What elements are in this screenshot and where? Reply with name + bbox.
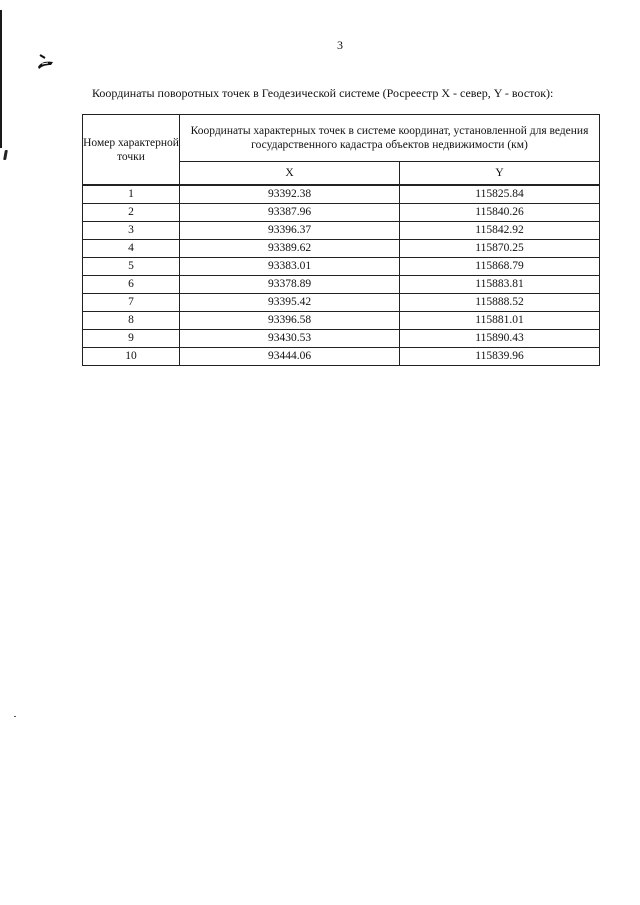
table-row: [83, 330, 600, 348]
x-value: 93392.38: [180, 185, 400, 204]
table-row: [83, 348, 600, 366]
table-row: [83, 185, 600, 204]
y-value: 115825.84: [400, 185, 600, 204]
scan-speck: [14, 716, 16, 717]
y-value: 115842.92: [400, 222, 600, 240]
y-value: 115870.25: [400, 240, 600, 258]
point-number: 7: [83, 294, 180, 312]
header-y: Y: [400, 162, 600, 186]
table-row: [83, 240, 600, 258]
x-value: 93396.58: [180, 312, 400, 330]
table-row: [83, 294, 600, 312]
point-number: 5: [83, 258, 180, 276]
y-value: 115839.96: [400, 348, 600, 366]
scan-left-edge-line: [0, 10, 2, 148]
point-number: 8: [83, 312, 180, 330]
point-number: 1: [83, 185, 180, 204]
table-row: [83, 276, 600, 294]
point-number: 10: [83, 348, 180, 366]
x-value: 93444.06: [180, 348, 400, 366]
y-value: 115881.01: [400, 312, 600, 330]
header-x: X: [180, 162, 400, 186]
y-value: 115883.81: [400, 276, 600, 294]
x-value: 93378.89: [180, 276, 400, 294]
point-number: 3: [83, 222, 180, 240]
table-row: [83, 312, 600, 330]
table-row: [83, 258, 600, 276]
y-value: 115888.52: [400, 294, 600, 312]
table-row: [83, 222, 600, 240]
header-coordinates: Координаты характерных точек в системе координат, установленной для ведения государственного кадастра объектов недвижимости (км): [180, 115, 600, 162]
point-number: 6: [83, 276, 180, 294]
scan-artifact-icon: [36, 53, 56, 71]
header-point-number: Номер характерной точки: [83, 115, 180, 186]
x-value: 93389.62: [180, 240, 400, 258]
x-value: 93430.53: [180, 330, 400, 348]
point-number: 4: [83, 240, 180, 258]
y-value: 115890.43: [400, 330, 600, 348]
x-value: 93396.37: [180, 222, 400, 240]
document-title: Координаты поворотных точек в Геодезической системе (Росреестр X - север, Y - восток):: [92, 86, 554, 100]
scan-left-edge-mark: [3, 150, 8, 160]
y-value: 115868.79: [400, 258, 600, 276]
x-value: 93383.01: [180, 258, 400, 276]
table-row: [83, 204, 600, 222]
point-number: 2: [83, 204, 180, 222]
point-number: 9: [83, 330, 180, 348]
x-value: 93387.96: [180, 204, 400, 222]
coordinates-table: [82, 114, 600, 366]
x-value: 93395.42: [180, 294, 400, 312]
y-value: 115840.26: [400, 204, 600, 222]
page-number: 3: [337, 38, 343, 52]
